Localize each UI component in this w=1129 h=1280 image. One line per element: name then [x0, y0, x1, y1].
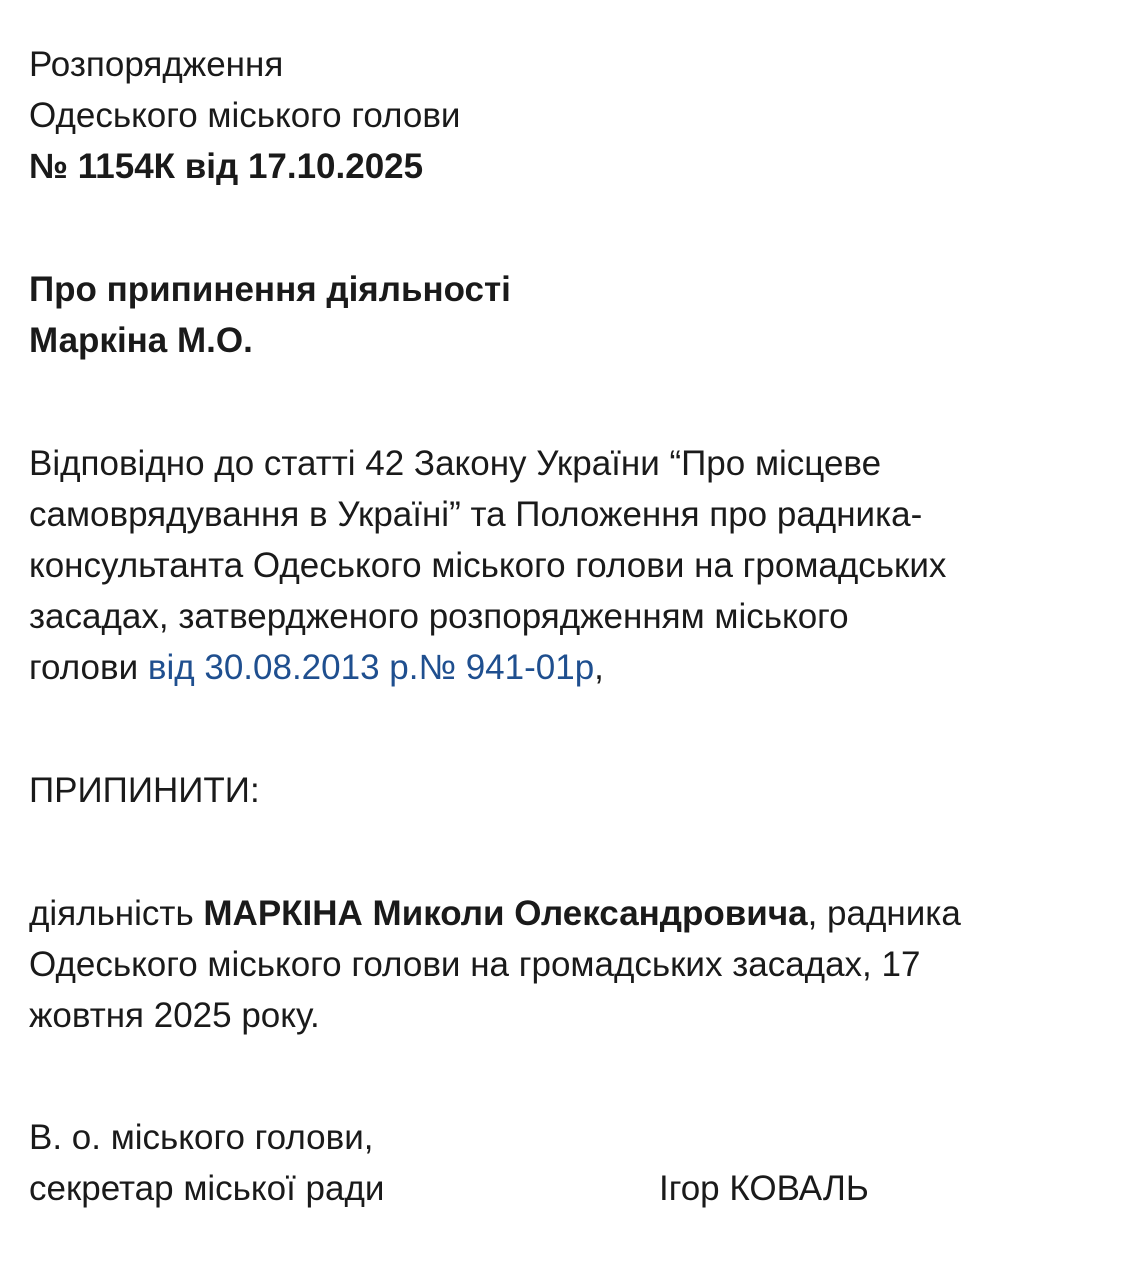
person-name: МАРКІНА Миколи Олександровича — [203, 894, 808, 933]
signatory-name: Ігор КОВАЛЬ — [659, 1169, 869, 1208]
document-page — [29, 39, 1109, 1214]
signature-block — [29, 1112, 1109, 1214]
preamble-line-2: самоврядування в Україні” та Положення про радника- — [29, 495, 923, 534]
reference-order-link[interactable]: від 30.08.2013 р.№ 941-01р — [147, 648, 595, 687]
signatory-position-2: секретар міської ради — [29, 1169, 385, 1208]
resolution-prefix: діяльність — [29, 894, 204, 933]
document-type: Розпорядження — [29, 45, 284, 84]
resolution-line-1 — [29, 888, 1109, 939]
preamble-line-3: консультанта Одеського міського голови на громадських — [29, 546, 947, 585]
document-number: № 1154К від 17.10.2025 — [29, 147, 424, 186]
signatory-position-1: В. о. міського голови, — [29, 1118, 374, 1157]
document-header — [29, 39, 1109, 192]
preamble-line-1: Відповідно до статті 42 Закону України “Про місцеве — [29, 444, 882, 483]
preamble-line-5-suffix: , — [594, 648, 604, 687]
signature-row — [29, 1163, 1109, 1214]
preamble — [29, 438, 1109, 693]
title-line-2: Маркіна М.О. — [29, 321, 253, 360]
order-verb-text: ПРИПИНИТИ: — [29, 771, 260, 810]
resolution-line-2: Одеського міського голови на громадських засадах, 17 — [29, 945, 921, 984]
resolution-line-3: жовтня 2025 року. — [29, 996, 320, 1035]
title-line-1: Про припинення діяльності — [29, 270, 511, 309]
preamble-line-4: засадах, затвердженого розпорядженням міського — [29, 597, 849, 636]
document-title — [29, 264, 1109, 366]
order-verb — [29, 765, 1109, 816]
issuer: Одеського міського голови — [29, 96, 461, 135]
preamble-line-5 — [29, 642, 1109, 693]
preamble-line-5-prefix: голови — [29, 648, 148, 687]
resolution-suffix: , радника — [807, 894, 961, 933]
resolution — [29, 888, 1109, 1041]
